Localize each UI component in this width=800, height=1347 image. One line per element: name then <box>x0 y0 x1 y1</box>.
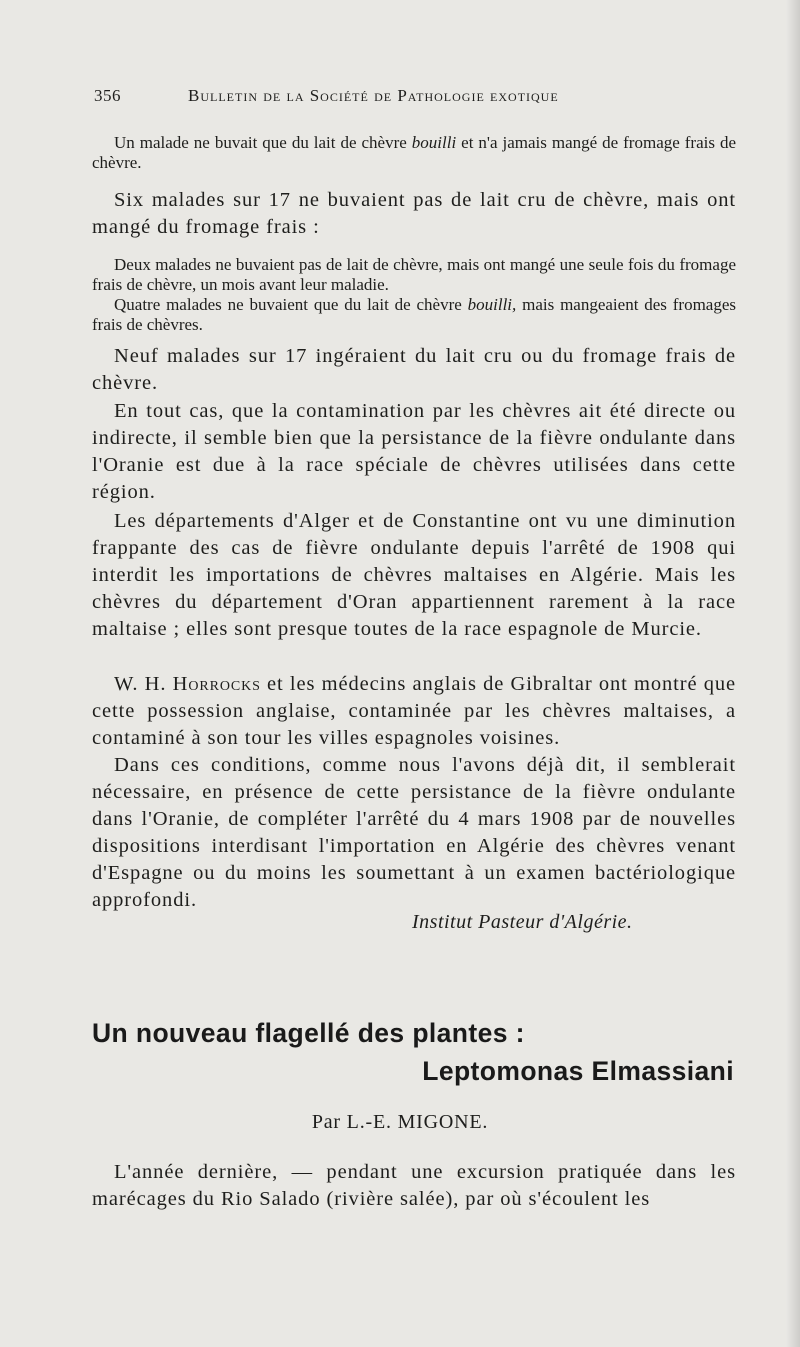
text-run: W. H. <box>114 673 173 695</box>
paragraph-contamination: En tout cas, que la contamination par les chèvres ait été directe ou indirecte, il semble bien que la persistance de la fièvre ondulante dans l'Oranie est due à la race spéciale de chèvres utilisées dans cette région. <box>92 400 736 503</box>
italic-run: bouilli <box>411 133 457 152</box>
article-first-paragraph: L'année dernière, — pendant une excursion pratiquée dans les marécages du Rio Salado (rivière salée), par où s'écoulent les <box>92 1161 736 1210</box>
article-title-line1: Un nouveau flagellé des plantes : <box>92 1018 525 1048</box>
paragraph-four-patients <box>92 295 736 335</box>
text-run: et n'a jamais mangé de fromage frais de chèvre. <box>92 133 736 172</box>
page-number: 356 <box>94 86 121 105</box>
article-title-line2: Leptomonas Elmassiani <box>422 1056 734 1086</box>
paragraph-boiled-milk <box>92 133 736 173</box>
italic-run: bouilli, <box>467 295 517 314</box>
paragraph-two-patients: Deux malades ne buvaient pas de lait de chèvre, mais ont mangé une seule fois du fromage frais de chèvre, un mois avant leur maladie. <box>92 255 736 294</box>
text-run: Quatre malades ne buvaient que du lait de chèvre <box>114 295 468 314</box>
article-byline: Par L.-E. MIGONE. <box>311 1111 489 1133</box>
paragraph-departments: Les départements d'Alger et de Constantine ont vu une diminution frappante des cas de fièvre ondulante depuis l'arrêté de 1908 qui interdit les importations de chèvres maltaises en Algérie. Mais les chèvres du département d'Oran appartiennent rarement à la race maltaise ; elles sont presque toutes de la race espagnole de Murcie. <box>92 510 736 640</box>
text-run: mais mangeaient des fromages frais de chèvres. <box>92 295 737 334</box>
text-run: Un malade ne buvait que du lait de chèvre <box>114 133 412 152</box>
signature-institut: Institut Pasteur d'Algérie. <box>412 911 633 933</box>
text-run: et les médecins anglais de Gibraltar ont montré que cette possession anglaise, contaminée par les chèvres maltaises, a contaminé à son tour les villes espagnoles voisines. <box>92 673 737 749</box>
page-edge-shadow <box>786 0 800 1347</box>
paragraph-nine-patients: Neuf malades sur 17 ingéraient du lait cru ou du fromage frais de chèvre. <box>92 345 736 394</box>
paragraph-six-patients: Six malades sur 17 ne buvaient pas de lait cru de chèvre, mais ont mangé du fromage frais : <box>92 189 736 238</box>
paragraph-conditions: Dans ces conditions, comme nous l'avons déjà dit, il semblerait nécessaire, en présence de cette persistance de la fièvre ondulante dans l'Oranie, de compléter l'arrêté du 4 mars 1908 par de nouvelles dispositions interdisant l'importation en Algérie des chèvres venant d'Espagne ou du moins les soumettant à un examen bactériologique approfondi. <box>92 754 736 911</box>
author-name: Horrocks <box>172 673 261 695</box>
running-title: Bulletin de la Société de Pathologie exotique <box>188 86 559 105</box>
paragraph-horrocks <box>92 671 736 752</box>
